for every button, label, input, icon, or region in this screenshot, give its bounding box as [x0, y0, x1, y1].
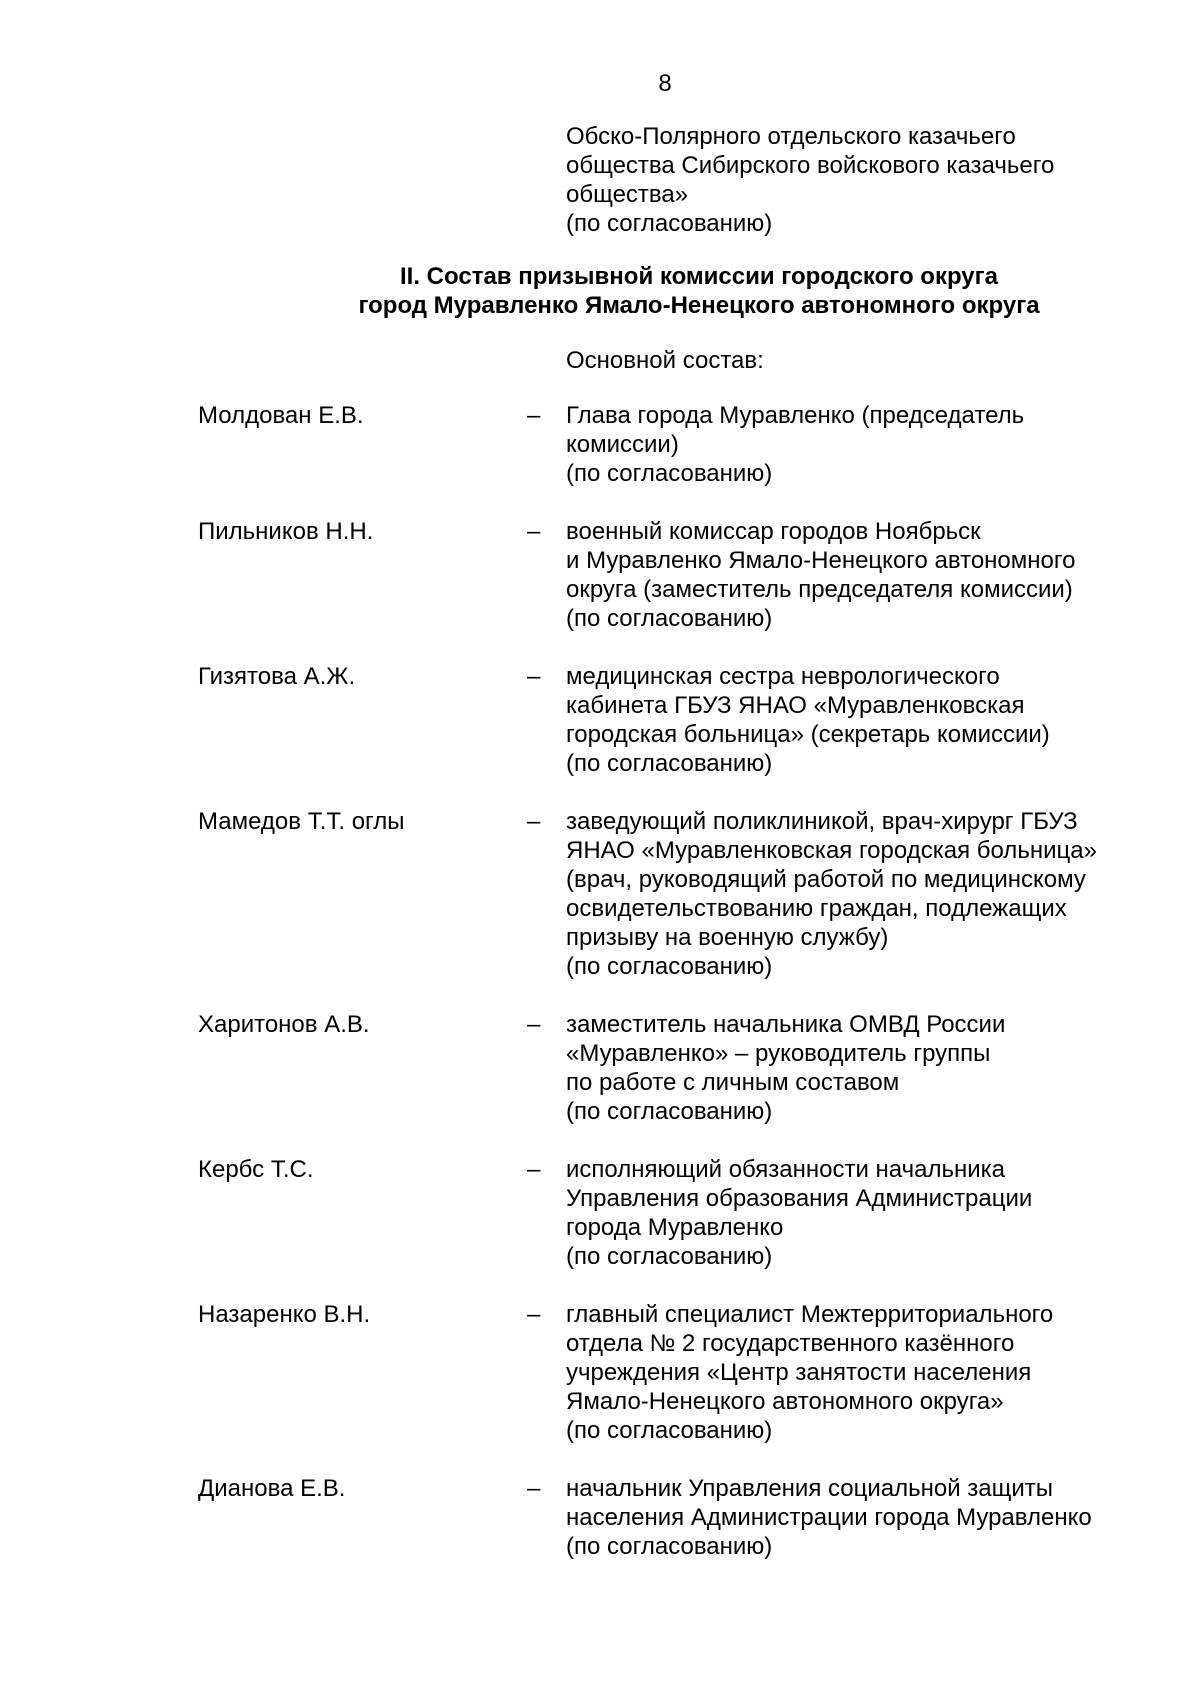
member-dash: – — [527, 663, 541, 690]
member-description-line: городская больница» (секретарь комиссии) — [566, 721, 1050, 748]
members-list — [0, 401, 1200, 1590]
member-description-line: кабинета ГБУЗ ЯНАО «Муравленковская — [566, 692, 1025, 719]
member-description-line: округа (заместитель председателя комиссии) — [566, 576, 1073, 603]
member-description-line: (по согласованию) — [566, 1417, 773, 1444]
member-description-line: по работе с личным составом — [566, 1069, 900, 1096]
page-number: 8 — [658, 70, 672, 97]
member-dash: – — [527, 1301, 541, 1328]
continuation-line: общества» — [566, 181, 689, 208]
member-description-line: (по согласованию) — [566, 605, 773, 632]
member-description-line: (по согласованию) — [566, 750, 773, 777]
member-description-line: (по согласованию) — [566, 953, 773, 980]
member-name: Кербс Т.С. — [198, 1156, 314, 1183]
member-dash: – — [527, 1156, 541, 1183]
member-description — [566, 401, 1186, 488]
member-description-line: населения Администрации города Муравленко — [566, 1504, 1092, 1531]
member-name: Гизятова А.Ж. — [198, 663, 356, 690]
member-description-line: (по согласованию) — [566, 1098, 773, 1125]
member-row — [0, 517, 1200, 633]
member-description-line: (по согласованию) — [566, 1533, 773, 1560]
member-dash: – — [527, 1475, 541, 1502]
section-heading-line: город Муравленко Ямало-Ненецкого автономного округа — [358, 292, 1040, 319]
member-row — [0, 1010, 1200, 1126]
member-description-line: военный комиссар городов Ноябрьск — [566, 518, 981, 545]
member-description-line: исполняющий обязанности начальника — [566, 1156, 1006, 1183]
member-dash: – — [527, 808, 541, 835]
member-description-line: и Муравленко Ямало-Ненецкого автономного — [566, 547, 1076, 574]
member-name: Пильников Н.Н. — [198, 518, 374, 545]
member-name: Молдован Е.В. — [198, 402, 364, 429]
section-heading — [0, 262, 1200, 320]
member-description-line: ЯНАО «Муравленковская городская больница» — [566, 837, 1097, 864]
member-description — [566, 517, 1186, 633]
member-description — [566, 662, 1186, 778]
member-description-line: Глава города Муравленко (председатель — [566, 402, 1025, 429]
member-name: Назаренко В.Н. — [198, 1301, 371, 1328]
member-name: Мамедов Т.Т. оглы — [198, 808, 405, 835]
member-description-line: заместитель начальника ОМВД России — [566, 1011, 1006, 1038]
member-description — [566, 1300, 1186, 1445]
section-heading-line: II. Состав призывной комиссии городского округа — [400, 263, 998, 290]
member-dash: – — [527, 518, 541, 545]
member-description — [566, 1474, 1186, 1561]
member-description-line: освидетельствованию граждан, подлежащих — [566, 895, 1067, 922]
continuation-line: Обско-Полярного отдельского казачьего — [566, 123, 1016, 150]
member-row — [0, 662, 1200, 778]
member-description-line: начальник Управления социальной защиты — [566, 1475, 1054, 1502]
member-description-line: призыву на военную службу) — [566, 924, 889, 951]
member-description-line: «Муравленко» – руководитель группы — [566, 1040, 991, 1067]
member-name: Харитонов А.В. — [198, 1011, 370, 1038]
member-description — [566, 1155, 1186, 1271]
member-description-line: (врач, руководящий работой по медицинскому — [566, 866, 1086, 893]
member-description-line: учреждения «Центр занятости населения — [566, 1359, 1032, 1386]
member-dash: – — [527, 402, 541, 429]
member-description — [566, 1010, 1186, 1126]
member-row — [0, 807, 1200, 981]
member-row — [0, 1155, 1200, 1271]
member-description-line: комиссии) — [566, 431, 679, 458]
continuation-line: общества Сибирского войскового казачьего — [566, 152, 1055, 179]
member-description-line: главный специалист Межтерриториального — [566, 1301, 1054, 1328]
member-row — [0, 1300, 1200, 1445]
member-row — [0, 1474, 1200, 1561]
continuation-text — [566, 122, 1166, 238]
member-dash: – — [527, 1011, 541, 1038]
member-description-line: медицинская сестра неврологического — [566, 663, 1000, 690]
member-description — [566, 807, 1186, 981]
member-description-line: отдела № 2 государственного казённого — [566, 1330, 1015, 1357]
member-description-line: (по согласованию) — [566, 1243, 773, 1270]
member-description-line: Ямало-Ненецкого автономного округа» — [566, 1388, 1004, 1415]
member-description-line: (по согласованию) — [566, 460, 773, 487]
member-description-line: города Муравленко — [566, 1214, 784, 1241]
member-description-line: Управления образования Администрации — [566, 1185, 1033, 1212]
member-row — [0, 401, 1200, 488]
member-name: Дианова Е.В. — [198, 1475, 346, 1502]
main-composition-label: Основной состав: — [566, 347, 764, 374]
continuation-line: (по согласованию) — [566, 210, 773, 237]
member-description-line: заведующий поликлиникой, врач-хирург ГБУЗ — [566, 808, 1078, 835]
